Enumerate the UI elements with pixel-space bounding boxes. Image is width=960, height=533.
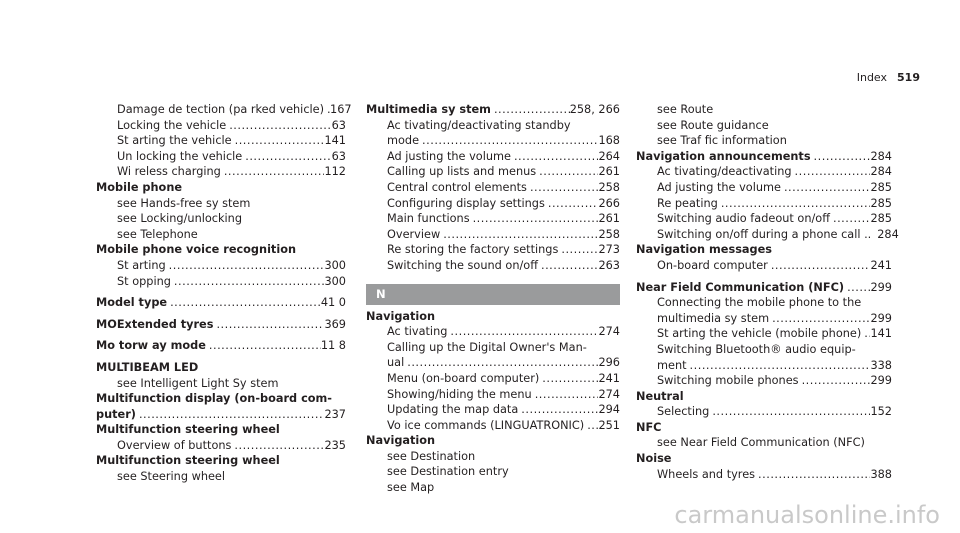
index-subentry	[96, 102, 352, 118]
page-reference: 285	[870, 196, 892, 210]
dot-leader	[136, 407, 325, 423]
index-column-2	[366, 102, 620, 496]
entry-label: ual	[387, 356, 405, 370]
page-reference: 273	[598, 243, 620, 257]
index-entry	[636, 242, 892, 258]
dot-leader	[539, 371, 598, 387]
page-reference: 266	[598, 196, 620, 210]
index-entry	[96, 338, 346, 354]
page-reference: 263	[598, 258, 620, 272]
entry-label: Switching on/off during a phone call ..	[657, 227, 872, 241]
entry-label: Updating the map data	[387, 403, 519, 417]
entry-label: Near Field Communication (NFC)	[636, 280, 845, 294]
index-subentry	[96, 164, 346, 180]
dot-leader	[844, 280, 870, 296]
entry-label: Wi reless charging	[117, 165, 221, 179]
index-subentry	[366, 211, 620, 227]
dot-leader	[470, 211, 599, 227]
dot-leader	[799, 373, 871, 389]
index-subentry	[366, 227, 620, 243]
dot-leader	[768, 258, 871, 274]
index-subentry	[96, 258, 346, 274]
dot-leader	[232, 133, 325, 149]
dot-leader	[538, 258, 598, 274]
page-reference: 241	[870, 258, 892, 272]
entry-label: Multifunction steering wheel	[96, 454, 280, 468]
entry-label: see Intelligent Light Sy stem	[117, 376, 279, 390]
entry-label: Calling up the Digital Owner's Man-	[387, 340, 587, 354]
dot-leader	[491, 102, 570, 118]
index-subentry	[366, 133, 620, 149]
index-entry	[636, 420, 892, 436]
index-subentry	[636, 196, 892, 212]
entry-label: Central control elements	[387, 180, 527, 194]
entry-label: Re peating	[657, 196, 718, 210]
entry-label: Locking the vehicle	[117, 118, 227, 132]
entry-label: Mobile phone voice recognition	[96, 243, 297, 257]
index-entry	[96, 242, 346, 258]
entry-label: Configuring display settings	[387, 196, 545, 210]
entry-label: Connecting the mobile phone to the	[657, 296, 862, 310]
page-reference: 167	[330, 103, 352, 116]
index-entry	[636, 451, 892, 467]
index-subentry	[366, 242, 620, 258]
page-reference: 251	[598, 418, 620, 432]
dot-leader	[226, 118, 331, 134]
dot-leader	[545, 196, 599, 212]
dot-leader	[231, 438, 324, 454]
dot-leader	[709, 404, 870, 420]
index-subentry	[366, 480, 620, 496]
entry-label: Switching the sound on/off	[387, 258, 538, 272]
page-reference: 285	[870, 180, 892, 194]
entry-label: Calling up lists and menus	[387, 165, 537, 179]
index-subentry	[366, 402, 620, 418]
entry-label: see Destination entry	[387, 465, 509, 479]
index-subentry	[636, 326, 892, 342]
page-reference: 152	[870, 405, 892, 419]
page-reference: 258	[598, 180, 620, 194]
page-reference: 258, 266	[569, 103, 620, 116]
index-entry	[366, 102, 620, 118]
entry-label: see Map	[387, 481, 435, 495]
index-subentry	[636, 180, 892, 196]
page-reference: 274	[598, 325, 620, 339]
index-entry	[96, 360, 346, 376]
entry-label: St opping	[117, 274, 171, 288]
index-column-1	[96, 102, 352, 485]
page-reference: 284	[870, 149, 892, 163]
entry-label: Mo torw ay mode	[96, 339, 206, 353]
page-reference: 299	[870, 311, 892, 325]
entry-label: Damage de tection (pa rked vehicle)	[117, 103, 325, 116]
entry-label: see Hands-free sy stem	[117, 196, 251, 210]
entry-label: Navigation messages	[636, 243, 773, 257]
index-subentry	[636, 311, 892, 327]
page-reference: 300	[324, 274, 346, 288]
index-entry	[96, 422, 346, 438]
index-letter-heading: N	[366, 284, 620, 305]
index-entry	[636, 389, 892, 405]
entry-label: Re storing the factory settings	[387, 243, 559, 257]
entry-label: Un locking the vehicle	[117, 149, 243, 163]
page-reference: 264	[598, 149, 620, 163]
index-subentry	[636, 295, 892, 311]
index-subentry	[96, 438, 346, 454]
page-reference: 261	[598, 165, 620, 179]
page-reference: 284	[870, 165, 892, 179]
page-reference: 141	[870, 327, 892, 341]
entry-label: MULTIBEAM LED	[96, 360, 199, 374]
entry-label: Wheels and tyres	[657, 467, 756, 481]
index-subentry	[636, 404, 892, 420]
entry-label: Neutral	[636, 389, 684, 403]
index-subentry	[636, 373, 892, 389]
dot-leader	[718, 196, 871, 212]
entry-label: MOExtended tyres	[96, 317, 214, 331]
page-reference: 237	[324, 407, 346, 421]
dot-leader	[811, 149, 871, 165]
dot-leader	[781, 180, 870, 196]
page-reference: 235	[324, 438, 346, 452]
page-header	[857, 71, 920, 84]
dot-leader	[830, 211, 870, 227]
entry-label: Multifunction display (on-board com-	[96, 392, 332, 406]
page-reference: 296	[598, 356, 620, 370]
index-subentry	[96, 227, 346, 243]
entry-label: Mobile phone	[96, 180, 183, 194]
page-reference: 63	[331, 149, 346, 163]
index-entry	[636, 149, 892, 165]
dot-leader	[687, 358, 871, 374]
section-title: Index	[856, 71, 888, 84]
index-subentry	[366, 180, 620, 196]
entry-label: Ac tivating/deactivating	[657, 165, 792, 179]
index-subentry	[366, 258, 620, 274]
dot-leader	[584, 418, 598, 434]
index-subentry	[366, 164, 620, 180]
index-subentry	[96, 196, 346, 212]
index-subentry	[366, 371, 620, 387]
page-reference: 285	[870, 212, 892, 226]
page-reference: 241	[598, 371, 620, 385]
entry-label: Selecting	[657, 405, 710, 419]
entry-label: Navigation	[366, 434, 436, 448]
index-subentry	[96, 118, 346, 134]
index-subentry	[366, 196, 620, 212]
index-subentry	[96, 149, 346, 165]
index-subentry	[366, 324, 620, 340]
page-reference: 63	[331, 118, 346, 132]
entry-label: On-board computer	[657, 258, 768, 272]
entry-label: see Traf fic information	[657, 134, 787, 148]
page-reference: 11 8	[320, 339, 346, 353]
entry-label: Navigation	[366, 309, 436, 323]
entry-label: Navigation announcements	[636, 149, 811, 163]
entry-label: see Near Field Communication (NFC)	[657, 436, 865, 450]
entry-label: see Destination	[387, 449, 476, 463]
index-subentry	[366, 387, 620, 403]
dot-leader	[518, 402, 598, 418]
entry-label: puter)	[96, 407, 136, 421]
index-subentry	[96, 133, 346, 149]
page-reference: 274	[598, 387, 620, 401]
index-subentry	[636, 102, 892, 118]
index-subentry	[366, 418, 620, 434]
entry-label: Overview of buttons	[117, 438, 232, 452]
entry-label: Noise	[636, 452, 672, 466]
index-subentry	[636, 342, 892, 358]
entry-label: Ad justing the volume	[657, 180, 781, 194]
page-reference: 369	[324, 317, 346, 331]
watermark: carmanualsonline.info	[674, 501, 940, 529]
entry-label: St arting the vehicle (mobile phone)	[657, 327, 862, 341]
index-column-3	[636, 102, 899, 482]
index-subentry	[636, 133, 892, 149]
dot-leader	[536, 164, 598, 180]
index-subentry	[366, 449, 620, 465]
dot-leader	[221, 164, 325, 180]
index-entry	[96, 407, 346, 423]
entry-label: mode	[387, 134, 420, 148]
dot-leader	[242, 149, 331, 165]
index-subentry	[366, 149, 620, 165]
page-reference: 41 0	[320, 296, 346, 310]
entry-label: Ad justing the volume	[387, 149, 511, 163]
page-number: 519	[897, 71, 920, 84]
dot-leader	[166, 258, 325, 274]
dot-leader	[511, 149, 598, 165]
index-subentry	[96, 274, 346, 290]
page-reference: 300	[324, 258, 346, 272]
index-subentry	[636, 211, 892, 227]
index-entry	[96, 391, 346, 407]
dot-leader	[792, 164, 871, 180]
entry-label: St arting	[117, 258, 166, 272]
entry-label: Ac tivating/deactivating standby	[387, 118, 571, 132]
dot-leader	[861, 326, 870, 342]
entry-label: Vo ice commands (LINGUATRONIC)	[387, 418, 585, 432]
page-reference: 299	[870, 374, 892, 388]
index-entry	[96, 453, 346, 469]
index-subentry	[366, 464, 620, 480]
entry-label: Showing/hiding the menu	[387, 387, 532, 401]
entry-label: Main functions	[387, 212, 470, 226]
entry-label: Model type	[96, 296, 168, 310]
index-subentry	[636, 358, 892, 374]
entry-label: Switching Bluetooth® audio equip-	[657, 342, 856, 356]
index-subentry	[96, 376, 346, 392]
entry-label: NFC	[636, 420, 662, 434]
dot-leader	[419, 133, 598, 149]
page-reference: 388	[870, 467, 892, 481]
dot-leader	[532, 387, 599, 403]
dot-leader	[440, 227, 598, 243]
page-reference: 284	[877, 227, 899, 241]
dot-leader	[206, 338, 321, 354]
index-entry	[366, 309, 620, 325]
dot-leader	[558, 242, 598, 258]
index-entry	[366, 433, 620, 449]
entry-label: multimedia sy stem	[657, 311, 770, 325]
page-reference: 112	[324, 165, 346, 179]
entry-label: Overview	[387, 227, 441, 241]
entry-label: see Steering wheel	[117, 470, 226, 484]
page-reference: 338	[870, 358, 892, 372]
index-subentry	[636, 467, 892, 483]
entry-label: see Telephone	[117, 227, 198, 241]
page-reference: 258	[598, 227, 620, 241]
index-subentry	[366, 355, 620, 371]
entry-label: see Route guidance	[657, 118, 769, 132]
index-subentry	[366, 118, 620, 134]
dot-leader	[447, 324, 598, 340]
page-reference: 141	[324, 134, 346, 148]
entry-label: see Route	[657, 103, 714, 116]
entry-label: Switching mobile phones	[657, 374, 799, 388]
dot-leader	[167, 295, 321, 311]
dot-leader	[527, 180, 598, 196]
index-subentry	[96, 469, 346, 485]
entry-label: see Locking/unlocking	[117, 212, 243, 226]
entry-label: Switching audio fadeout on/off	[657, 212, 830, 226]
dot-leader	[213, 317, 324, 333]
page-reference: 168	[598, 134, 620, 148]
index-subentry	[636, 164, 892, 180]
index-subentry	[636, 118, 892, 134]
entry-label: Multifunction steering wheel	[96, 423, 280, 437]
entry-label: St arting the vehicle	[117, 134, 232, 148]
entry-label: ment	[657, 358, 687, 372]
entry-label: Ac tivating	[387, 325, 448, 339]
page-reference: 299	[870, 280, 892, 294]
index-subentry	[366, 340, 620, 356]
dot-leader	[171, 274, 325, 290]
index-entry	[96, 317, 346, 333]
page-reference: 261	[598, 212, 620, 226]
index-entry	[636, 280, 892, 296]
index-subentry	[636, 258, 892, 274]
entry-label: Multimedia sy stem	[366, 103, 491, 116]
index-subentry	[96, 211, 346, 227]
index-subentry	[636, 227, 899, 243]
dot-leader	[769, 311, 870, 327]
entry-label: Menu (on-board computer)	[387, 371, 540, 385]
dot-leader	[755, 467, 870, 483]
index-entry	[96, 180, 346, 196]
page-reference: 294	[598, 403, 620, 417]
index-entry	[96, 295, 346, 311]
dot-leader	[404, 355, 598, 371]
index-subentry	[636, 435, 892, 451]
